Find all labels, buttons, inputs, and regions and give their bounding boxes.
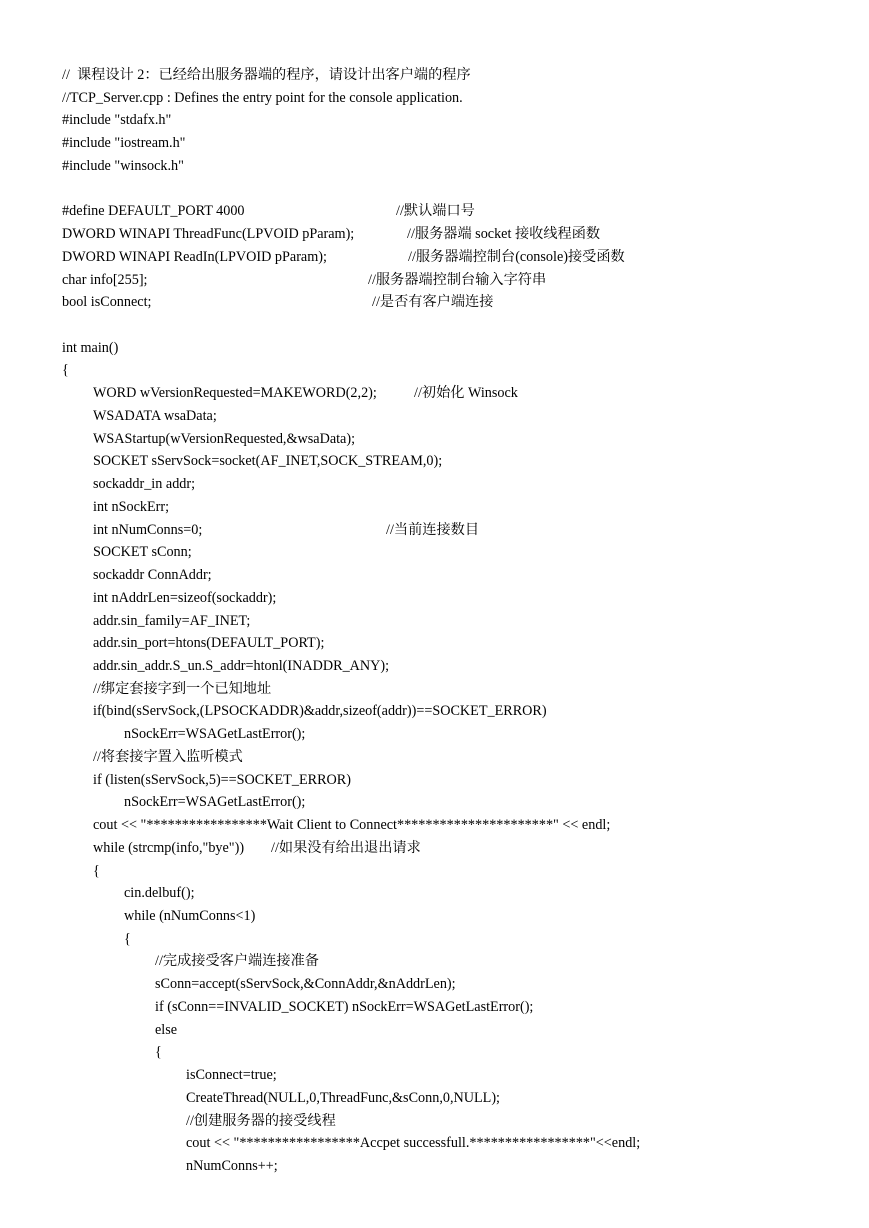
- code-text: if (sConn==INVALID_SOCKET) nSockErr=WSAGetLastError();: [155, 998, 534, 1015]
- code-text: addr.sin_port=htons(DEFAULT_PORT);: [93, 635, 325, 652]
- code-text: //完成接受客户端连接准备: [155, 953, 319, 970]
- code-line: [0, 89, 869, 107]
- code-text: bool isConnect;: [62, 294, 152, 311]
- code-text: DWORD WINAPI ReadIn(LPVOID pParam);: [62, 248, 327, 265]
- code-line: [0, 134, 869, 152]
- code-text: cin.delbuf();: [124, 885, 195, 902]
- code-text: //将套接字置入监听模式: [93, 748, 243, 765]
- code-text: cout << "*****************Accpet successfull.*****************"<<endl;: [186, 1135, 641, 1152]
- code-text: WSADATA wsaData;: [93, 407, 217, 424]
- inline-comment: //服务器端控制台(console)接受函数: [408, 248, 625, 265]
- code-text: DWORD WINAPI ThreadFunc(LPVOID pParam);: [62, 226, 355, 243]
- code-line: [0, 907, 869, 925]
- code-text: {: [155, 1044, 162, 1061]
- code-line: [0, 248, 869, 266]
- code-line: [0, 430, 869, 448]
- code-line: [0, 612, 869, 630]
- code-text: addr.sin_addr.S_un.S_addr=htonl(INADDR_ANY);: [93, 657, 390, 674]
- code-line: [0, 862, 869, 880]
- code-line: [0, 66, 869, 84]
- code-text: addr.sin_family=AF_INET;: [93, 612, 251, 629]
- code-line: [0, 316, 869, 334]
- code-line: [0, 1157, 869, 1175]
- code-text: while (nNumConns<1): [124, 908, 256, 924]
- code-line: [0, 407, 869, 425]
- code-text: nSockErr=WSAGetLastError();: [124, 726, 306, 743]
- code-text: int nAddrLen=sizeof(sockaddr);: [93, 589, 277, 606]
- code-text: while (strcmp(info,"bye")): [93, 839, 245, 856]
- code-text: #include "iostream.h": [62, 135, 186, 152]
- inline-comment: //当前连接数目: [386, 521, 480, 538]
- code-line: [0, 293, 869, 311]
- code-text: {: [124, 930, 131, 947]
- code-text: //创建服务器的接受线程: [186, 1112, 336, 1129]
- code-line: [0, 816, 869, 834]
- code-text: #define DEFAULT_PORT 4000: [62, 203, 245, 220]
- code-line: [0, 884, 869, 902]
- code-line: [0, 1043, 869, 1061]
- code-line: [0, 1066, 869, 1084]
- code-line: [0, 680, 869, 698]
- code-line: [0, 271, 869, 289]
- code-line: [0, 1112, 869, 1130]
- code-text: WORD wVersionRequested=MAKEWORD(2,2);: [93, 385, 377, 402]
- code-text: if (listen(sServSock,5)==SOCKET_ERROR): [93, 771, 351, 788]
- inline-comment: //服务器端控制台输入字符串: [368, 271, 547, 288]
- code-text: SOCKET sServSock=socket(AF_INET,SOCK_STREAM,0);: [93, 453, 443, 470]
- code-text: cout << "*****************Wait Client to Connect**********************" << endl;: [93, 817, 611, 834]
- code-line: [0, 452, 869, 470]
- code-line: [0, 839, 869, 857]
- code-line: [0, 634, 869, 652]
- code-text: nNumConns++;: [186, 1158, 278, 1175]
- code-line: [0, 111, 869, 129]
- code-text: char info[255];: [62, 271, 148, 288]
- code-line: [0, 566, 869, 584]
- code-line: [0, 157, 869, 175]
- code-line: [0, 180, 869, 198]
- code-line: [0, 771, 869, 789]
- inline-comment: //是否有客户端连接: [372, 294, 494, 311]
- code-text: if(bind(sServSock,(LPSOCKADDR)&addr,sizeof(addr))==SOCKET_ERROR): [93, 703, 547, 720]
- code-text: int nSockErr;: [93, 498, 170, 515]
- code-line: [0, 657, 869, 675]
- inline-comment: //初始化 Winsock: [414, 385, 518, 402]
- code-text: {: [93, 862, 100, 879]
- code-text: int main(): [62, 339, 119, 356]
- code-text: #include "stdafx.h": [62, 112, 172, 129]
- code-line: [0, 702, 869, 720]
- code-line: [0, 1089, 869, 1107]
- code-text: SOCKET sConn;: [93, 544, 192, 561]
- code-line: [0, 202, 869, 220]
- code-line: [0, 952, 869, 970]
- code-text: {: [62, 362, 69, 379]
- code-text: WSAStartup(wVersionRequested,&wsaData);: [93, 430, 356, 447]
- code-line: [0, 793, 869, 811]
- code-text: CreateThread(NULL,0,ThreadFunc,&sConn,0,NULL);: [186, 1089, 501, 1106]
- code-line: [0, 361, 869, 379]
- code-line: [0, 1021, 869, 1039]
- code-text: int nNumConns=0;: [93, 521, 203, 538]
- code-text: // 课程设计 2：已经给出服务器端的程序，请设计出客户端的程序: [62, 67, 471, 83]
- code-text: else: [155, 1021, 178, 1038]
- code-line: [0, 339, 869, 357]
- code-text: //TCP_Server.cpp : Defines the entry point for the console application.: [62, 89, 463, 106]
- code-text: #include "winsock.h": [62, 157, 184, 174]
- code-line: [0, 589, 869, 607]
- code-text: sockaddr_in addr;: [93, 476, 196, 493]
- code-line: [0, 543, 869, 561]
- code-text: //绑定套接字到一个已知地址: [93, 680, 272, 697]
- inline-comment: //默认端口号: [396, 203, 475, 220]
- code-line: [0, 930, 869, 948]
- code-text: isConnect=true;: [186, 1067, 277, 1084]
- code-line: [0, 725, 869, 743]
- code-line: [0, 225, 869, 243]
- code-text: nSockErr=WSAGetLastError();: [124, 794, 306, 811]
- code-line: [0, 475, 869, 493]
- inline-comment: //服务器端 socket 接收线程函数: [407, 226, 601, 243]
- code-line: [0, 1134, 869, 1152]
- code-text: sConn=accept(sServSock,&ConnAddr,&nAddrLen);: [155, 976, 456, 993]
- code-line: [0, 975, 869, 993]
- code-line: [0, 521, 869, 539]
- code-line: [0, 748, 869, 766]
- code-line: [0, 498, 869, 516]
- code-text: sockaddr ConnAddr;: [93, 567, 212, 584]
- code-line: [0, 998, 869, 1016]
- code-line: [0, 384, 869, 402]
- inline-comment: //如果没有给出退出请求: [271, 839, 421, 856]
